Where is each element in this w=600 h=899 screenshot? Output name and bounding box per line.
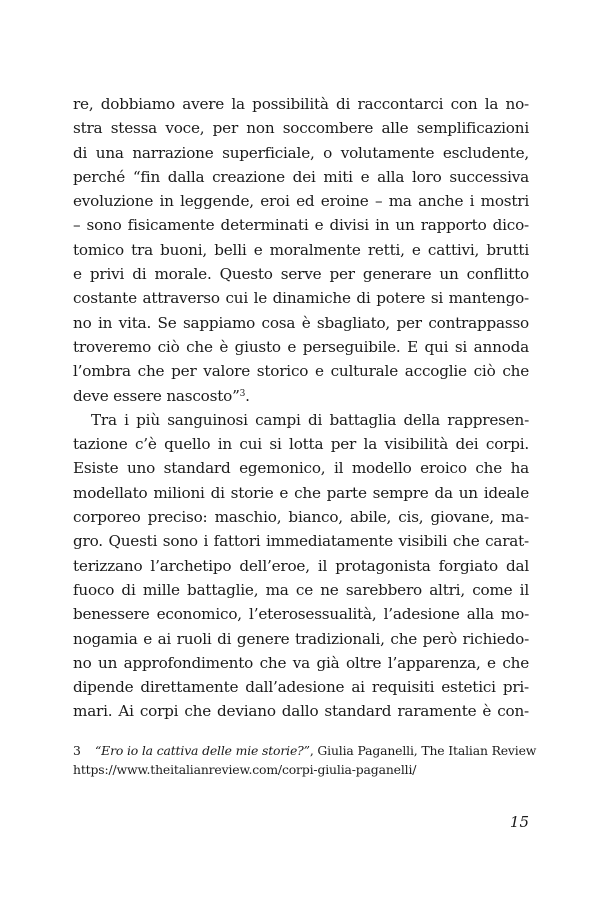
text-line: e privi di morale. Questo serve per generare un conflitto [73, 265, 529, 284]
footnote-source: , Giulia Paganelli, The Italian Review [309, 743, 537, 758]
text-line: tazione c’è quello in cui si lotta per la visibilità dei corpi. [73, 435, 529, 454]
text-line: – sono fisicamente determinati e divisi in un rapporto dico- [73, 216, 529, 235]
footnote-url[interactable]: https://www.theitalianreview.com/corpi-giulia-paganelli/ [73, 762, 417, 777]
text-line: gro. Questi sono i fattori immediatamente visibili che carat- [73, 532, 529, 551]
text-line: terizzano l’archetipo dell’eroe, il protagonista forgiato dal [73, 556, 529, 575]
footnote-title: “Ero io la cattiva delle mie storie?” [95, 743, 310, 758]
text-line: l’ombra che per valore storico e culturale accoglie ciò che [73, 362, 529, 381]
text-line: re, dobbiamo avere la possibilità di raccontarci con la no- [73, 95, 529, 113]
paragraph-end-period: . [245, 386, 250, 405]
text-line: mari. Ai corpi che deviano dallo standard raramente è con- [73, 702, 529, 721]
text-line: fuoco di mille battaglie, ma ce ne sarebbero altri, come il [73, 580, 529, 599]
text-line: benessere economico, l’eterosessualità, l’adesione alla mo- [73, 605, 529, 624]
text-line: dipende direttamente dall’adesione ai requisiti estetici pri- [73, 678, 529, 697]
text-line: tomico tra buoni, belli e moralmente retti, e cattivi, brutti [73, 240, 529, 259]
text-line: no un approfondimento che va già oltre l’apparenza, e che [73, 653, 529, 672]
text-line: Tra i più sanguinosi campi di battaglia della rappresen- [91, 410, 529, 429]
text-line: modellato milioni di storie e che parte sempre da un ideale [73, 483, 529, 502]
footnote [73, 741, 537, 779]
footnote-citation [73, 741, 537, 760]
text-line: evoluzione in leggende, eroi ed eroine – ma anche i mostri [73, 192, 529, 211]
page-number: 15 [509, 813, 529, 831]
body-text [73, 92, 529, 724]
text-line: nogamia e ai ruoli di genere tradizionali, che però richiedo- [73, 629, 529, 648]
text-line-last [73, 384, 529, 408]
paragraph-end-text: deve essere nascosto” [73, 386, 240, 405]
text-line: troveremo ciò che è giusto e perseguibile. E qui si annoda [73, 337, 529, 356]
text-line: perché “fin dalla creazione dei miti e alla loro successiva [73, 167, 529, 186]
text-line: costante attraverso cui le dinamiche di potere si mantengo- [73, 289, 529, 308]
text-line: no in vita. Se sappiamo cosa è sbagliato, per contrappasso [73, 313, 529, 332]
text-line: corporeo preciso: maschio, bianco, abile, cis, giovane, ma- [73, 508, 529, 527]
text-line: di una narrazione superficiale, o volutamente escludente, [73, 143, 529, 162]
text-line: Esiste uno standard egemonico, il modello eroico che ha [73, 459, 529, 478]
footnote-number: 3 [73, 743, 81, 758]
text-line: stra stessa voce, per non soccombere alle semplificazioni [73, 119, 529, 138]
footnote-reference[interactable]: 3 [239, 388, 246, 399]
